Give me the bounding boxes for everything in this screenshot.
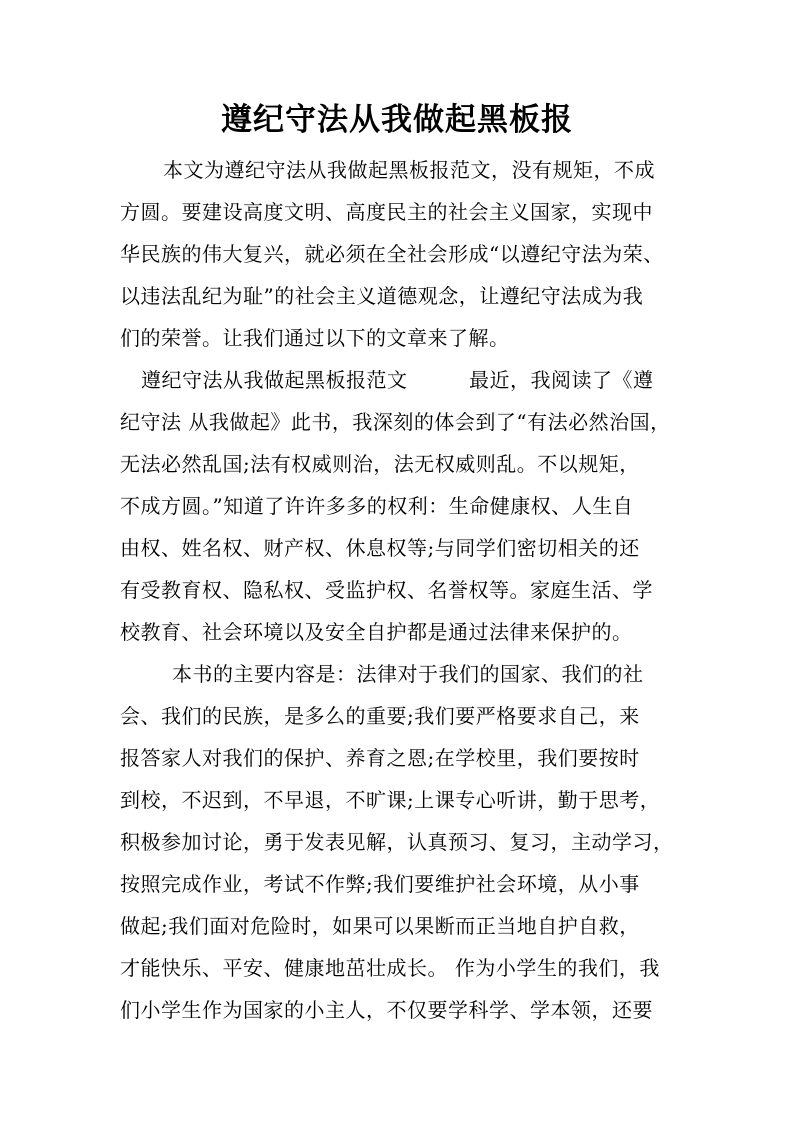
paragraph-line: 无法必然乱国;法有权威则治，法无权威则乱。不以规矩，	[120, 452, 640, 476]
paragraph-line: 积极参加讨论，勇于发表见解，认真预习、复习，主动学习，	[120, 830, 674, 854]
paragraph-line: 方圆。要建设高度文明、高度民主的社会主义国家，实现中	[120, 200, 653, 224]
paragraph-line: 本文为遵纪守法从我做起黑板报范文，没有规矩，不成	[163, 158, 655, 182]
paragraph-line: 以违法乱纪为耻”的社会主义道德观念，让遵纪守法成为我	[120, 284, 644, 308]
document-title: 遵纪守法从我做起黑板报	[221, 102, 573, 138]
paragraph-line: 会、我们的民族，是多么的重要;我们要严格要求自己，来	[120, 704, 640, 728]
paragraph-line: 做起;我们面对危险时，如果可以果断而正当地自护自救，	[120, 914, 640, 938]
paragraph-line: 纪守法 从我做起》此书，我深刻的体会到了“有法必然治国，	[120, 410, 671, 434]
paragraph-line: 按照完成作业，考试不作弊;我们要维护社会环境，从小事	[120, 872, 640, 896]
paragraph-line: 由权、姓名权、财产权、休息权等;与同学们密切相关的还	[120, 536, 640, 560]
paragraph-line: 报答家人对我们的保护、养育之恩;在学校里，我们要按时	[120, 746, 640, 770]
paragraph-line: 不成方圆。”知道了许许多多的权利：生命健康权、人生自	[120, 494, 634, 518]
paragraph-line: 们小学生作为国家的小主人，不仅要学科学、学本领，还要	[120, 998, 653, 1022]
paragraph-line: 们的荣誉。让我们通过以下的文章来了解。	[120, 326, 510, 350]
paragraph-line: 华民族的伟大复兴，就必须在全社会形成“以遵纪守法为荣、	[120, 242, 664, 266]
paragraph-line: 到校，不迟到，不早退，不旷课;上课专心听讲，勤于思考，	[120, 788, 661, 812]
paragraph-line: 本书的主要内容是：法律对于我们的国家、我们的社	[172, 662, 644, 686]
paragraph-line: 才能快乐、平安、健康地茁壮成长。 作为小学生的我们，我	[120, 956, 660, 980]
paragraph-line: 遵纪守法从我做起黑板报范文 最近，我阅读了《遵	[141, 368, 654, 392]
paragraph-line: 校教育、社会环境以及安全自护都是通过法律来保护的。	[120, 620, 633, 644]
paragraph-line: 有受教育权、隐私权、受监护权、名誉权等。家庭生活、学	[120, 578, 653, 602]
